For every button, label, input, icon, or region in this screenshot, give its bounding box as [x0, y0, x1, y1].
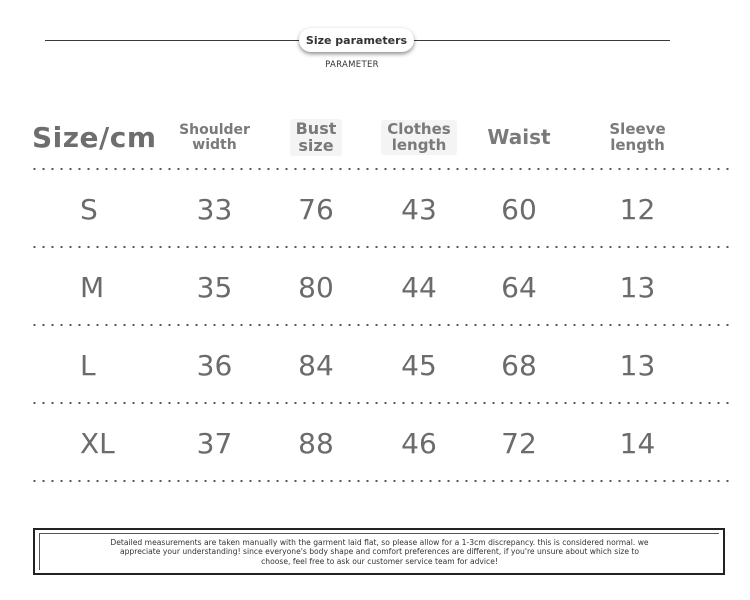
- table-row: [30, 248, 730, 326]
- sleeve-length-value: 12: [619, 192, 656, 226]
- header-bust-size-line2: size: [298, 135, 334, 155]
- disclaimer-line-3: choose, feel free to ask our customer service team for advice!: [261, 556, 498, 566]
- waist-value: 72: [501, 426, 537, 460]
- shoulder-width-value: 36: [196, 348, 233, 382]
- size-label: L: [80, 348, 96, 382]
- header-clothes-length-line2: length: [391, 135, 447, 154]
- size-table: [30, 105, 730, 482]
- sleeve-length-value: 13: [619, 348, 656, 382]
- header-corner: Size/cm: [32, 121, 157, 154]
- header-bust-size-line1: Bust: [295, 118, 337, 138]
- header-waist-line1: Waist: [487, 125, 551, 149]
- sleeve-length-value: 13: [619, 270, 656, 304]
- table-row: [30, 326, 730, 404]
- table-header-row: [30, 105, 730, 170]
- header-clothes-length: [355, 120, 483, 156]
- bust-size-value: 88: [298, 426, 334, 460]
- header-sleeve-length-line1: Sleeve: [609, 119, 666, 138]
- header-line-right: [412, 40, 670, 41]
- header-waist: [483, 127, 555, 148]
- table-row: [30, 404, 730, 482]
- clothes-length-value: 44: [401, 270, 437, 304]
- header-sleeve-length-line2: length: [610, 135, 665, 154]
- header-clothes-length-line1: Clothes: [387, 119, 451, 138]
- sleeve-length-value: 14: [619, 426, 656, 460]
- table-row: [30, 170, 730, 248]
- clothes-length-value: 45: [401, 348, 437, 382]
- size-label: M: [80, 270, 105, 304]
- disclaimer-line-1: Detailed measurements are taken manually with the garment laid flat, so please allow for a 1-3cm discrepancy. this is considered normal. we: [110, 537, 649, 547]
- bust-size-value: 80: [298, 270, 334, 304]
- bust-size-value: 76: [298, 192, 334, 226]
- waist-value: 60: [501, 192, 537, 226]
- waist-value: 64: [501, 270, 537, 304]
- waist-value: 68: [501, 348, 537, 382]
- shoulder-width-value: 35: [196, 270, 233, 304]
- header-bust-size: [277, 119, 355, 157]
- header-shoulder-width-line2: width: [192, 136, 237, 153]
- disclaimer-text: [60, 538, 700, 566]
- disclaimer-line-2: appreciate your understanding! since everyone's body shape and comfort preferences are different, if you're unsure about which size to: [119, 547, 640, 557]
- size-label: S: [80, 192, 98, 226]
- header-shoulder-width: [152, 123, 277, 152]
- header-sleeve-length: [555, 119, 720, 154]
- header-line-left: [45, 40, 300, 41]
- page-title: Size parameters: [299, 28, 414, 52]
- shoulder-width-value: 33: [196, 192, 233, 226]
- header-shoulder-width-line1: Shoulder: [179, 121, 250, 138]
- disclaimer-box: [33, 528, 725, 575]
- clothes-length-value: 46: [401, 426, 437, 460]
- size-label: XL: [80, 426, 115, 460]
- page-subtitle: PARAMETER: [325, 60, 379, 70]
- clothes-length-value: 43: [401, 192, 437, 226]
- bust-size-value: 84: [298, 348, 334, 382]
- shoulder-width-value: 37: [196, 426, 233, 460]
